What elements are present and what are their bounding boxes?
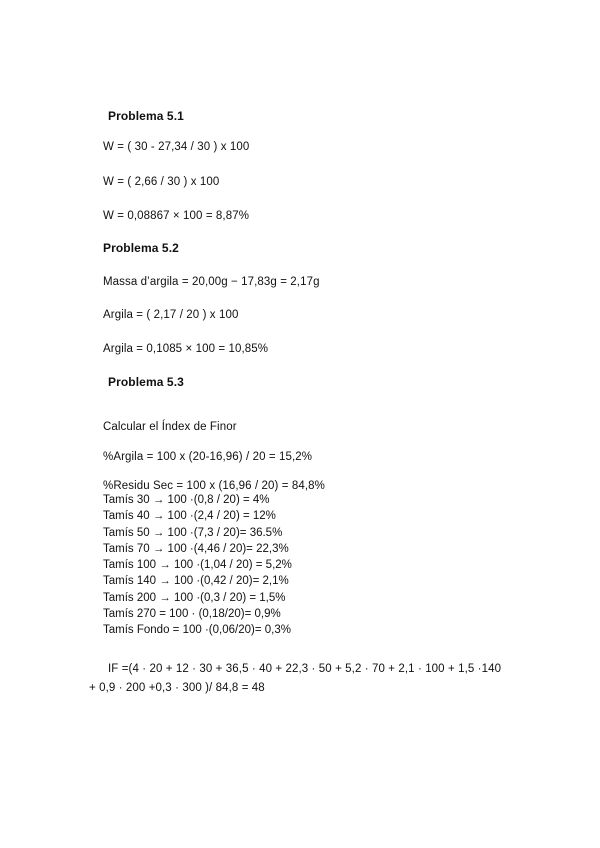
tamis-row: Tamís 50 → 100 ·(7,3 / 20)= 36.5% (103, 526, 283, 539)
problem-5-3-heading: Problema 5.3 (108, 375, 184, 389)
tamis-list (103, 492, 292, 639)
problem-5-2-line-2: Argila = ( 2,17 / 20 ) x 100 (103, 309, 239, 321)
problem-5-3-intro: Calcular el Índex de Finor (103, 421, 237, 433)
tamis-row: Tamís 40 → 100 ·(2,4 / 20) = 12% (103, 510, 276, 523)
problem-5-3-residu: %Residu Sec = 100 x (16,96 / 20) = 84,8% (103, 480, 325, 492)
tamis-row: Tamís 100 → 100 ·(1,04 / 20) = 5,2% (103, 559, 292, 572)
tamis-row: Tamís Fondo = 100 ·(0,06/20)= 0,3% (103, 624, 291, 637)
index-finor-formula-line-1: IF =(4 · 20 + 12 · 30 + 36,5 · 40 + 22,3 · 50 + 5,2 · 70 + 2,1 · 100 + 1,5 ·140 (108, 663, 502, 675)
index-finor-formula-line-2: + 0,9 · 200 +0,3 · 300 )/ 84,8 = 48 (89, 682, 265, 694)
problem-5-1-line-1: W = ( 30 - 27,34 / 30 ) x 100 (103, 141, 250, 153)
tamis-row: Tamís 140 → 100 ·(0,42 / 20)= 2,1% (103, 575, 289, 588)
problem-5-1-line-3: W = 0,08867 × 100 = 8,87% (103, 210, 250, 222)
tamis-row: Tamís 70 → 100 ·(4,46 / 20)= 22,3% (103, 542, 289, 555)
tamis-row: Tamís 270 = 100 · (0,18/20)= 0,9% (103, 608, 281, 621)
problem-5-2-heading: Problema 5.2 (103, 241, 179, 255)
tamis-row: Tamís 200 → 100 ·(0,3 / 20) = 1,5% (103, 591, 286, 604)
problem-5-2-line-3: Argila = 0,1085 × 100 = 10,85% (103, 343, 269, 355)
problem-5-1-heading: Problema 5.1 (108, 109, 184, 123)
problem-5-1-line-2: W = ( 2,66 / 30 ) x 100 (103, 176, 220, 188)
problem-5-3-argila: %Argila = 100 x (20-16,96) / 20 = 15,2% (103, 451, 313, 463)
tamis-row: Tamís 30 → 100 ·(0,8 / 20) = 4% (103, 494, 270, 506)
problem-5-2-line-1: Massa d’argila = 20,00g − 17,83g = 2,17g (103, 276, 320, 288)
